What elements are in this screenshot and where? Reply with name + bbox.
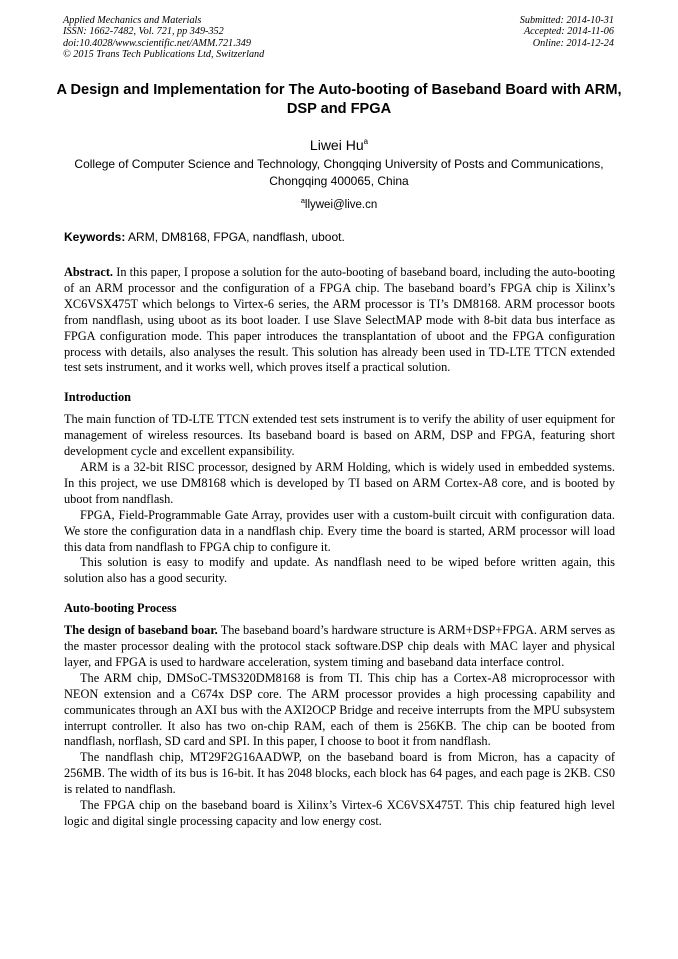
accepted-date: Accepted: 2014-11-06 [523,26,614,38]
keywords [64,230,616,245]
lead-label: The design of baseband boar. [64,623,218,638]
abstract-text: In this paper, I propose a solution for the auto-booting of baseband board, including the auto-booting of an ARM processor and the configuration of a FPGA chip. The baseband board’s FPGA chip is Xilinx’s XC6VSX475T which belongs to Virtex-6 series, the ARM processor is TI’s DM8168. ARM processor boots from nandflash, using uboot as its boot loader. I use Slave SelectMAP mode with 8-bit data bus interface as FPGA configuration mode. This paper introduces the transplantation of uboot and the FPGA configuration process with details, also analyses the result. This solution has already been used in TD-LTE TTCN extended test sets instrument, and it works well, which proves itself a practical solution. [64,265,615,375]
online-date: Online: 2014-12-24 [532,37,614,49]
publication-dates [520,15,614,49]
intro-paragraph-2: ARM is a 32-bit RISC processor, designed by ARM Holding, which is widely used in embedded systems. In this project, we use DM8168 which is developed by TI based on ARM Cortex-A8 core, and is booted by uboot from nandflash. [64,459,615,506]
affiliation: College of Computer Science and Technology, Chongqing University of Posts and Communications, Chongqing 400065, China [74,157,604,188]
copyright-line: © 2015 Trans Tech Publications Ltd, Switzerland [63,49,265,61]
autobooting-paragraph-1: The ARM chip, DMSoC-TMS320DM8168 is from TI. This chip has a Cortex-A8 microprocessor with NEON extension and a C674x DSP core. The ARM processor provides a high processing capability and communicates through an AXI bus with the AXI2OCP Bridge and receive interrupts from the MPU subsystem interrupt controller. It also has two on-chip RAM, each of them is 256KB. The chip can be booted from nandflash, norflash, SD card and SPI. In this paper, I choose to boot it from nandflash. [64,670,615,749]
keywords-text: ARM, DM8168, FPGA, nandflash, uboot. [128,230,345,244]
keywords-label: Keywords: [64,230,126,244]
lead-text: The baseband board’s hardware structure is ARM+DSP+FPGA. ARM serves as the master processor dealing with the protocol stack software.DSP chip deals with MAC layer and physical layer, and FPGA is used to hardware acceleration, system timing and baseband data interface control. [64,623,615,669]
autobooting-heading: Auto-booting Process [64,601,177,616]
author-name: Liwei Hu [309,137,364,153]
abstract-label: Abstract. [64,265,114,279]
autobooting-paragraph-3: The FPGA chip on the baseband board is Xilinx’s Virtex-6 XC6VSX475T. This chip featured high level logic and digital single processing capacity and low energy cost. [64,798,615,828]
author [0,133,678,154]
autobooting-lead-paragraph [64,623,615,671]
email-address: llywei@live.cn [304,199,378,211]
journal-info [63,15,264,61]
intro-paragraph-4: This solution is easy to modify and update. As nandflash need to be wiped before written again, this solution also has a good security. [64,555,615,586]
journal-name: Applied Mechanics and Materials [63,15,202,26]
email-mark: a [300,196,305,205]
author-mark: a [363,137,369,146]
autobooting-paragraph-2: The nandflash chip, MT29F2G16AADWP, on the baseband board is from Micron, has a capacity of 256MB. The width of its bus is 16-bit. It has 2048 blocks, each block has 64 pages, and each page is 2KB. CS0 is related to nandflash. [64,750,615,797]
introduction-heading: Introduction [64,390,131,405]
issn-line: ISSN: 1662-7482, Vol. 721, pp 349-352 [63,26,224,38]
paper-title: A Design and Implementation for The Auto-booting of Baseband Board with ARM, DSP and FPGA [56,82,622,117]
doi-line: doi:10.4028/www.scientific.net/AMM.721.349 [63,37,251,49]
author-email [0,193,678,213]
submitted-date: Submitted: 2014-10-31 [519,15,614,26]
intro-paragraph-3: FPGA, Field-Programmable Gate Array, provides user with a custom-built circuit with configuration data. We store the configuration data in a nandflash chip. Every time the board is started, ARM processor will load this data from nandflash to FPGA chip to configure it. [64,507,615,554]
paper-body [64,265,615,830]
intro-paragraph-1: The main function of TD-LTE TTCN extended test sets instrument is to verify the ability of user equipment for management of wireless resources. Its baseband board is based on ARM, DSP and FPGA, featuring short development cycle and excellent expansibility. [64,412,615,459]
abstract [64,265,615,376]
